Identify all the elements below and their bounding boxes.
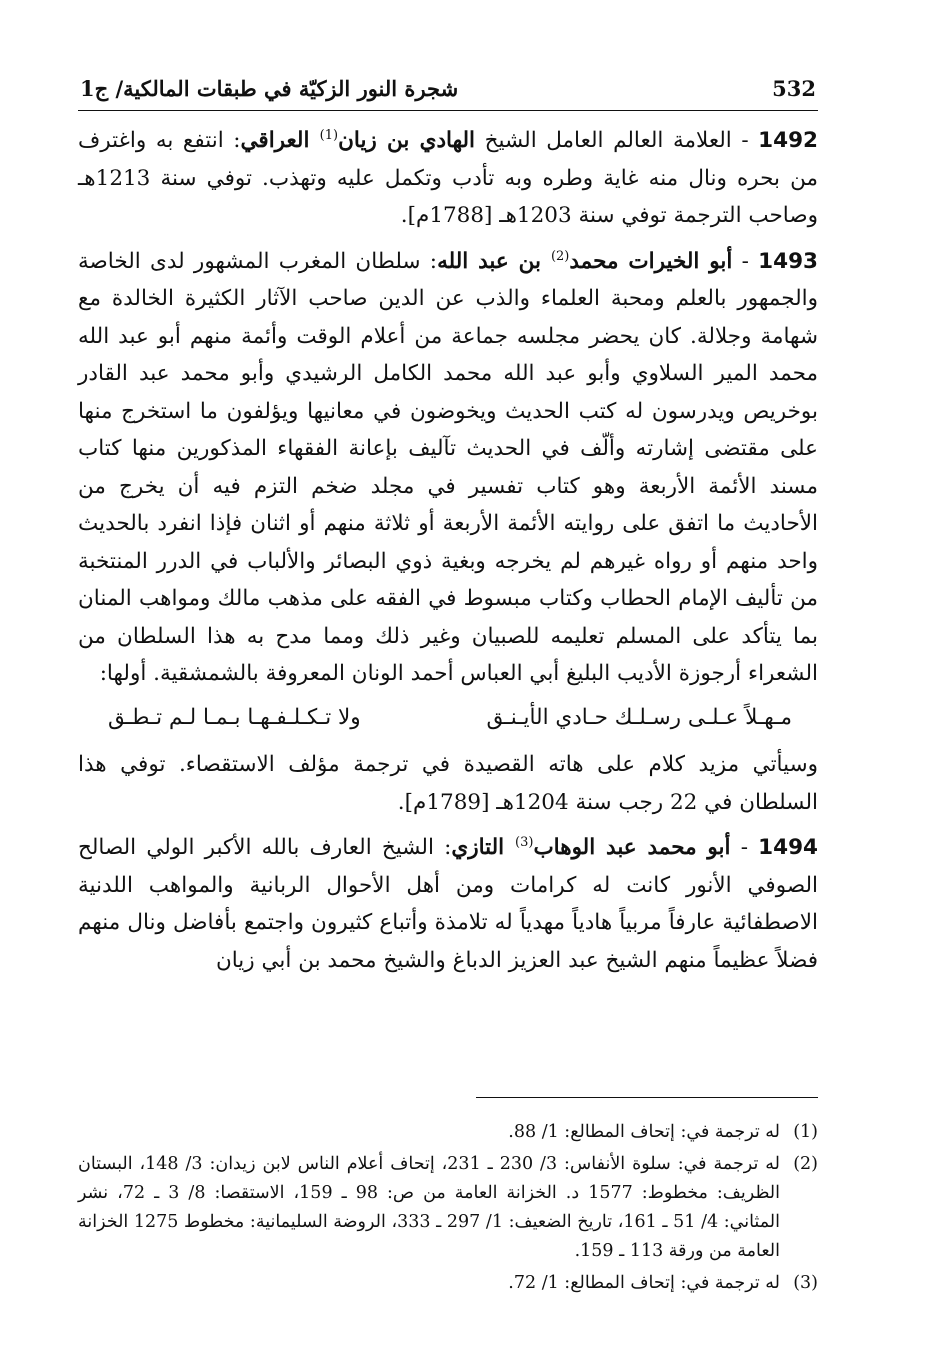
entry-name: أبو الخيرات محمد	[569, 248, 733, 274]
entry-text: وسيأتي مزيد كلام على هاته القصيدة في ترجمة مؤلف الاستقصاء. توفي هذا السلطان في 22 رجب سنة 1204هـ [1789م].	[78, 752, 818, 815]
footnote-number: (1)	[793, 1122, 818, 1142]
page-header	[78, 72, 818, 110]
header-rule	[78, 110, 818, 111]
entry-1492	[78, 122, 818, 235]
footnote-number: (3)	[793, 1273, 818, 1293]
entry-1493	[78, 243, 818, 693]
entry-text: : انتفع به واغترف من بحره ونال منه غاية وطره وبه تأدب وتكمل عليه وتهذب. توفي سنة 1213هـ وصاحب الترجمة توفي سنة 1203هـ [1788م].	[78, 128, 818, 228]
footnote-text: له ترجمة في: سلوة الأنفاس: 3/ 230 ـ 231، إتحاف أعلام الناس لابن زيدان: 3/ 148، البستان الظريف: مخطوط: 1577 د. الخزانة العامة من ص: 98 ـ 159، الاستقصا: 8/ 3 ـ 72، نشر المثاني: 4/ 51 ـ 161، تاريخ الضعيف: 1/ 297 ـ 333، الروضة السليمانية: مخطوط 1275 الخزانة العامة من ورقة 113 ـ 159.	[78, 1154, 781, 1261]
entry-name-suffix: العراقي	[240, 128, 320, 153]
footnote-ref[interactable]: (3)	[515, 834, 534, 850]
entry-1494	[78, 829, 818, 979]
footnote-rule	[476, 1097, 818, 1098]
entry-number: 1494	[758, 835, 818, 860]
entry-name-suffix: التازي	[451, 835, 515, 860]
book-page	[78, 70, 818, 1330]
entry-number: 1492	[758, 128, 819, 153]
footnote-ref[interactable]: (2)	[550, 248, 570, 264]
footnote-text: له ترجمة في: إتحاف المطالع: 1/ 72.	[508, 1273, 780, 1293]
footnote-ref[interactable]: (1)	[319, 127, 339, 143]
entry-1493-continued	[78, 746, 818, 821]
footnote-text: له ترجمة في: إتحاف المطالع: 1/ 88.	[508, 1122, 780, 1142]
verse-first-hemistich: مـهـلاً عـلـى رسـلـك حـادي الأيـنـق	[486, 704, 792, 730]
entry-title-prefix: العلامة العالم العامل الشيخ	[475, 128, 732, 153]
entry-separator: -	[732, 248, 759, 274]
entry-text: : سلطان المغرب المشهور لدى الخاصة والجمهور بالعلم ومحبة العلماء والذب عن الدين صاحب الآثار الكثيرة الخالدة مع شهامة وجلالة. كان يحضر مجلسه جماعة من أعلام الوقت وأئمة منهم أبو عبد الله محمد المير السلاوي وأبو عبد الله محمد الكامل الرشيدي وأبو محمد عبد القادر بوخريص ويدرسون له كتب الحديث ويخوضون في معانيها ويؤلفون ما استخرج منها على مقتضى إشارته وألّف في الحديث تآليف بإعانة الفقهاء المذكورين منها كتاب مسند الأئمة الأربعة وهو كتاب تفسير في مجلد ضخم التزم فيه أن يخرج من الأحاديث ما اتفق على روايته الأئمة الأربعة أو ثلاثة منهم أو اثنان فإذا انفرد بالحديث واحد منهم أو رواه غيرهم لم يخرجه وبغية ذوي البصائر والألباب في الدرر المنتخبة من تأليف الإمام الحطاب وكتاب مبسوط في الفقه على مذهب مالك ومواهب المنان بما يتأكد على المسلم تعليمه للصبيان وغير ذلك ومما مدح به هذا السلطان من الشعراء أرجوزة الأديب البليغ أبي العباس أحمد الونان المعروفة بالشمشقية. أولها:	[78, 248, 818, 686]
entry-name: أبو محمد عبد الوهاب	[533, 835, 731, 860]
entry-text: : الشيخ العارف بالله الأكبر الولي الصالح الصوفي الأنور كانت له كرامات ومن أهل الأحوال الربانية والمواهب اللدنية الاصطفائية عارفاً مربياً هادياً مهدياً له تلامذة وأتباع كثيرون واجتمع بأفاضل ونال منهم فضلاً عظيماً منهم الشيخ عبد العزيز الدباغ والشيخ محمد بن أبي زيان	[78, 835, 818, 973]
page-number: 532	[772, 76, 816, 101]
verse-second-hemistich: ولا تـكـلـفـهـا بـمـا لـم تـطـق	[108, 704, 361, 730]
footnote-1	[78, 1118, 818, 1147]
footnote-3	[78, 1269, 818, 1298]
entry-separator: -	[731, 128, 759, 153]
running-title: شجرة النور الزكيّة في طبقات المالكية/ ج1	[80, 76, 459, 101]
poem-verse	[78, 693, 818, 747]
entry-number: 1493	[758, 248, 819, 274]
entry-separator: -	[730, 835, 759, 860]
footnotes	[78, 1118, 818, 1301]
main-text	[78, 122, 818, 987]
entry-name: الهادي بن زيان	[338, 128, 476, 153]
entry-name-suffix: بن عبد الله	[437, 248, 551, 274]
footnote-number: (2)	[793, 1154, 818, 1174]
footnote-2	[78, 1150, 818, 1266]
